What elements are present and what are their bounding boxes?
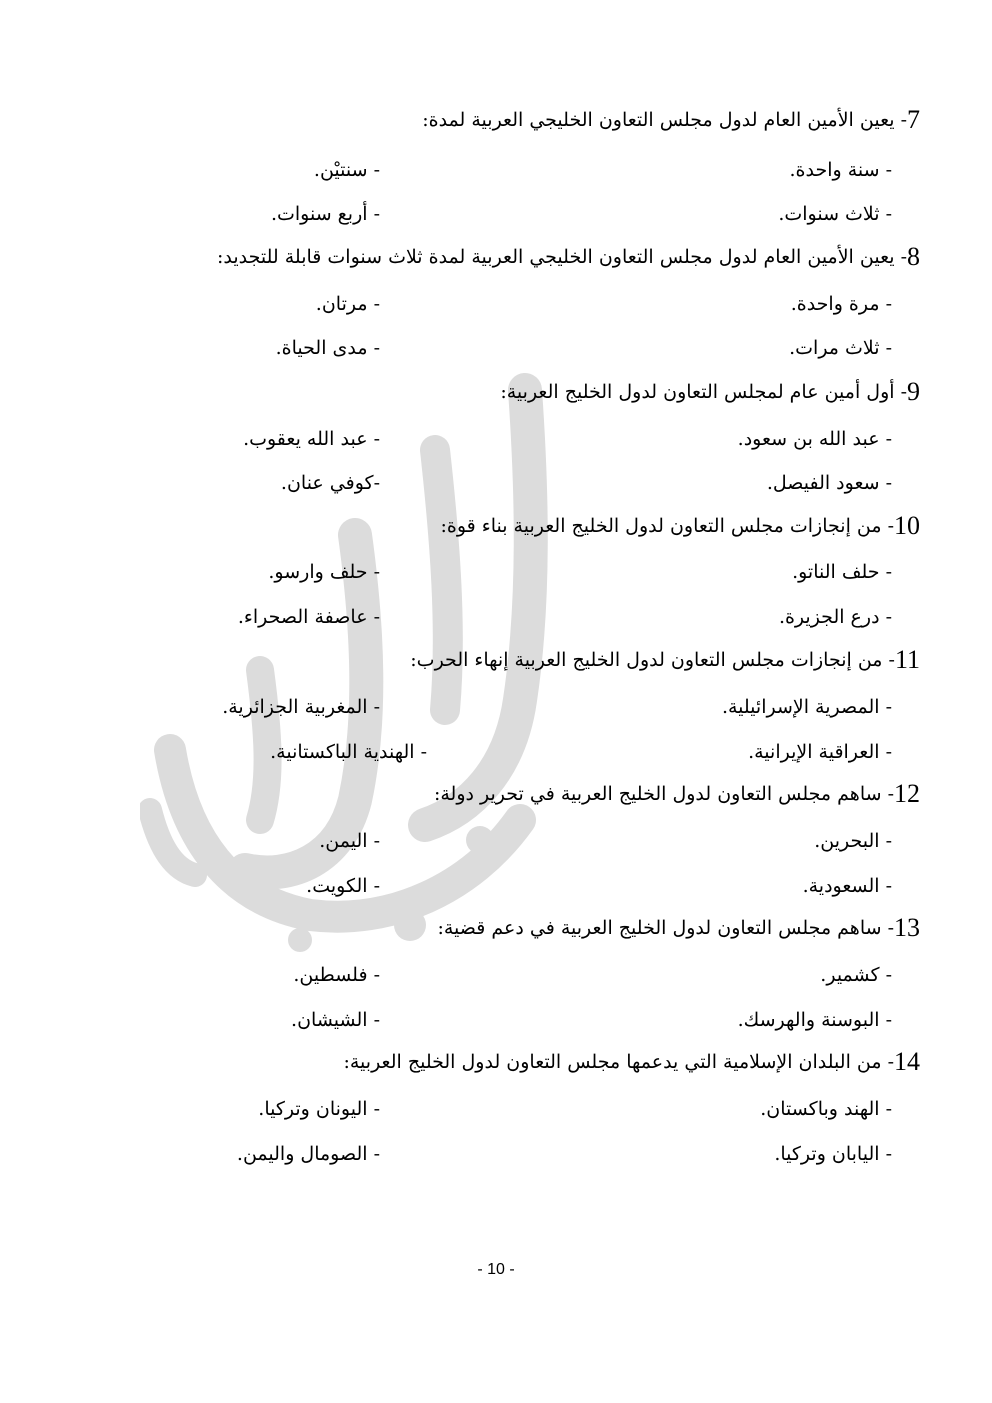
question-number: 7	[907, 105, 920, 134]
option-a: - المصرية الإسرائيلية.	[721, 696, 892, 718]
question-number: 14	[894, 1047, 920, 1076]
question-number: 11	[894, 645, 920, 674]
option-c: - السعودية.	[802, 875, 892, 897]
question-7	[422, 106, 920, 134]
option-c: - درع الجزيرة.	[778, 606, 892, 628]
option-b: - حلف وارسو.	[268, 561, 380, 583]
option-d: - عاصفة الصحراء.	[237, 606, 380, 628]
option-a: - سنة واحدة.	[789, 159, 892, 181]
option-d: - الهندية الباكستانية.	[270, 741, 427, 763]
question-10	[440, 512, 920, 540]
question-11	[410, 646, 920, 674]
option-b: - اليونان وتركيا.	[258, 1098, 380, 1120]
option-b: - المغربية الجزائرية.	[222, 696, 380, 718]
question-text: - يعين الأمين العام لدول مجلس التعاون الخليجي العربية لمدة:	[422, 109, 907, 131]
option-a: - البحرين.	[814, 830, 892, 852]
option-b: - عبد الله يعقوب.	[243, 428, 380, 450]
question-number: 9	[907, 377, 920, 406]
question-text: - من إنجازات مجلس التعاون لدول الخليج العربية إنهاء الحرب:	[410, 649, 895, 671]
question-text: - ساهم مجلس التعاون لدول الخليج العربية في تحرير دولة:	[433, 783, 894, 805]
question-number: 12	[894, 779, 920, 808]
question-number: 8	[907, 242, 920, 271]
option-b: - فلسطين.	[293, 964, 380, 986]
question-14	[343, 1048, 920, 1076]
question-text: - من إنجازات مجلس التعاون لدول الخليج العربية بناء قوة:	[440, 515, 894, 537]
question-9	[500, 378, 920, 406]
option-c: - ثلاث سنوات.	[778, 203, 892, 225]
option-d: - مدى الحياة.	[275, 337, 380, 359]
option-a: - عبد الله بن سعود.	[737, 428, 892, 450]
option-d: - الشيشان.	[291, 1009, 380, 1031]
option-a: - كشمير.	[820, 964, 892, 986]
option-d: -كوفي عنان.	[280, 472, 380, 494]
option-a: - حلف الناتو.	[792, 561, 892, 583]
option-a: - مرة واحدة.	[790, 293, 892, 315]
question-8	[217, 243, 920, 271]
option-c: - اليابان وتركيا.	[774, 1143, 892, 1165]
option-c: - ثلاث مرات.	[789, 337, 892, 359]
option-c: - سعود الفيصل.	[766, 472, 892, 494]
option-b: - مرتان.	[315, 293, 380, 315]
question-number: 10	[894, 511, 920, 540]
question-number: 13	[894, 913, 920, 942]
option-c: - البوسنة والهرسك.	[737, 1009, 892, 1031]
question-text: - يعين الأمين العام لدول مجلس التعاون الخليجي العربية لمدة ثلاث سنوات قابلة للتجديد:	[216, 246, 907, 268]
option-b: - اليمن.	[319, 830, 380, 852]
question-text: - من البلدان الإسلامية التي يدعمها مجلس التعاون لدول الخليج العربية:	[343, 1051, 894, 1073]
question-text: - أول أمين عام لمجلس التعاون لدول الخليج العربية:	[500, 381, 907, 403]
question-13	[437, 914, 920, 942]
page-number: - 10 -	[477, 1261, 515, 1278]
option-d: - الكويت.	[306, 875, 380, 897]
question-text: - ساهم مجلس التعاون لدول الخليج العربية في دعم قضية:	[437, 917, 894, 939]
option-b: - سنتيْن.	[313, 159, 380, 181]
option-d: - الصومال واليمن.	[236, 1143, 380, 1165]
option-d: - أربع سنوات.	[270, 203, 380, 225]
option-a: - الهند وباكستان.	[760, 1098, 892, 1120]
question-12	[434, 780, 920, 808]
option-c: - العراقية الإيرانية.	[748, 741, 892, 763]
